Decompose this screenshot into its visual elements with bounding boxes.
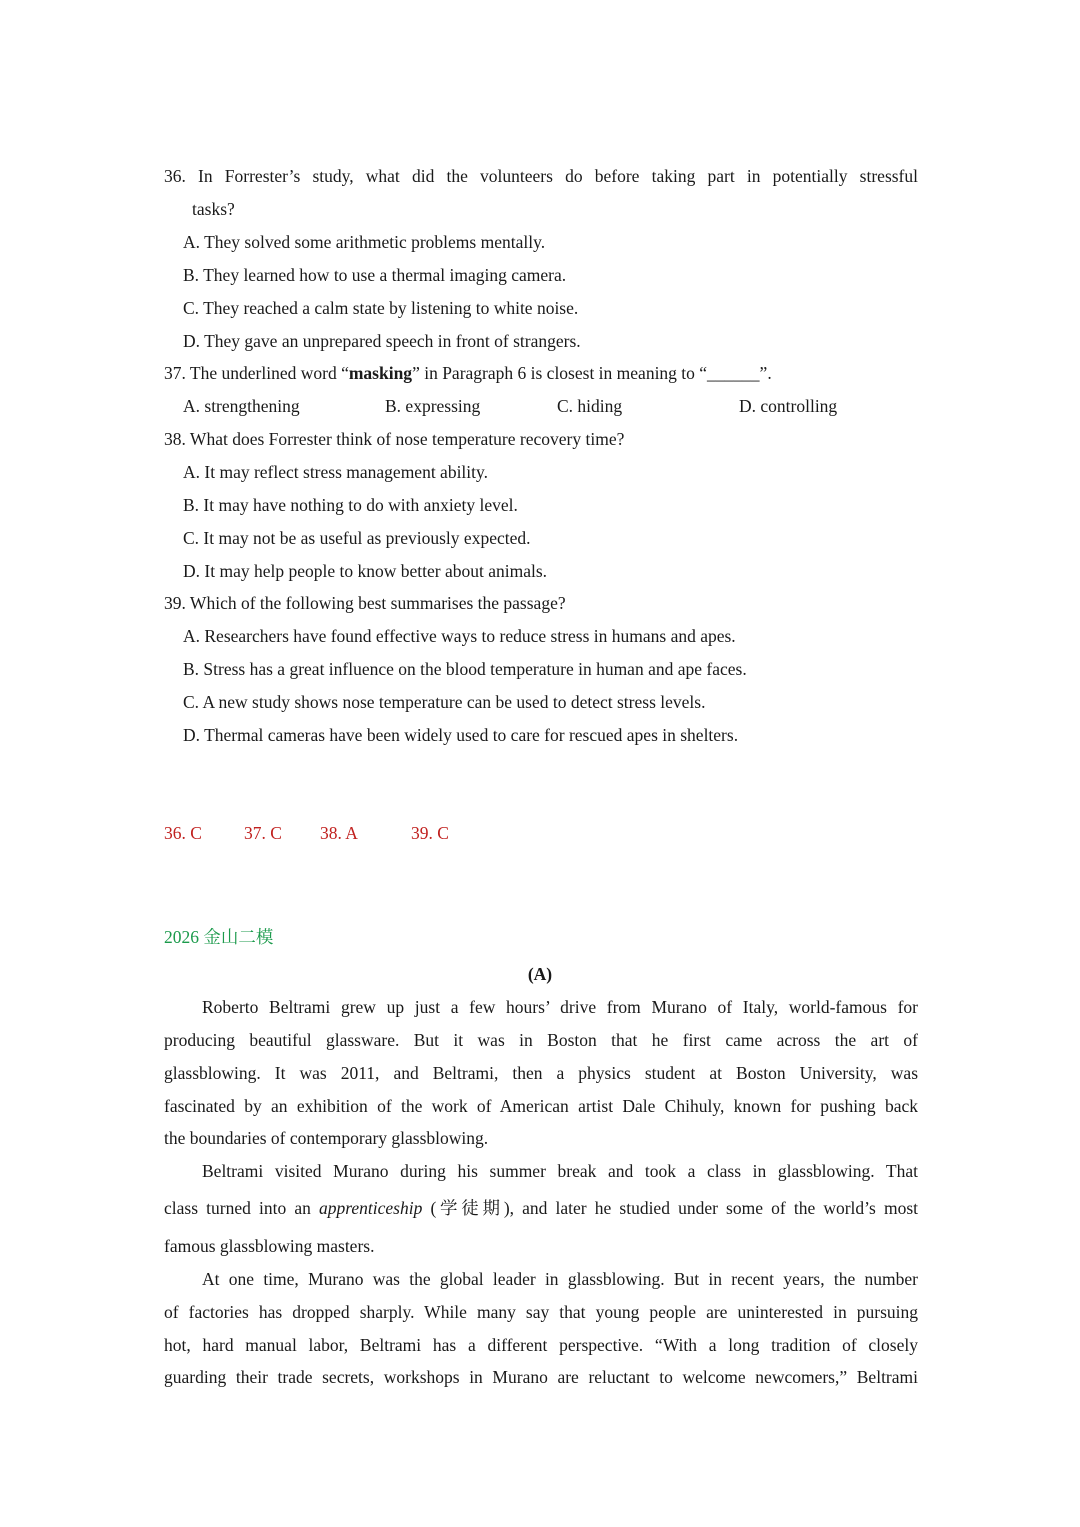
q38-option-a: A. It may reflect stress management ability. — [183, 462, 489, 482]
q38-option-c: C. It may not be as useful as previously expected. — [183, 528, 531, 548]
passage-heading: (A) — [527, 964, 553, 984]
q37-stem-word: masking — [348, 363, 413, 383]
q36-option-a: A. They solved some arithmetic problems mentally. — [183, 232, 546, 252]
q39-option-b: B. Stress has a great influence on the blood temperature in human and ape faces. — [183, 659, 747, 679]
passage-p1-line1: Roberto Beltrami grew up just a few hours’ drive from Murano of Italy, world-famous for — [202, 997, 918, 1017]
passage-p3-line3: hot, hard manual labor, Beltrami has a different perspective. “With a long tradition of closely — [164, 1335, 918, 1355]
passage-p2-line1: Beltrami visited Murano during his summer break and took a class in glassblowing. That — [202, 1161, 918, 1181]
q38-option-b: B. It may have nothing to do with anxiety level. — [183, 495, 518, 515]
q39-option-a: A. Researchers have found effective ways to reduce stress in humans and apes. — [183, 626, 736, 646]
passage-p1-line5: the boundaries of contemporary glassblowing. — [164, 1128, 489, 1148]
answer-37: 37. C — [244, 823, 282, 843]
q37-stem-pre: 37. The underlined word “ — [164, 363, 349, 383]
q37-stem-post: ” in Paragraph 6 is closest in meaning to “______”. — [412, 363, 772, 383]
q36-option-c: C. They reached a calm state by listening to white noise. — [183, 298, 579, 318]
q39-option-d: D. Thermal cameras have been widely used to care for rescued apes in shelters. — [183, 725, 739, 745]
passage-p3-line1: At one time, Murano was the global leader in glassblowing. But in recent years, the number — [202, 1269, 918, 1289]
q39-stem: 39. Which of the following best summarises the passage? — [164, 593, 566, 613]
q37-option-d: D. controlling — [739, 396, 838, 416]
passage-p1-line3: glassblowing. It was 2011, and Beltrami, then a physics student at Boston University, was — [164, 1063, 918, 1083]
q38-stem: 38. What does Forrester think of nose temperature recovery time? — [164, 429, 625, 449]
passage-p2-line2-pre: class turned into an — [164, 1198, 319, 1218]
passage-p3-line2: of factories has dropped sharply. While many say that young people are uninterested in pursuing — [164, 1302, 918, 1322]
q37-option-a: A. strengthening — [183, 396, 300, 416]
q37-stem — [164, 362, 772, 384]
q39-option-c: C. A new study shows nose temperature can be used to detect stress levels. — [183, 692, 706, 712]
passage-p2-line3: famous glassblowing masters. — [164, 1236, 375, 1256]
section-source: 2026 金山二模 — [164, 927, 274, 947]
passage-p1-line2: producing beautiful glassware. But it was in Boston that he first came across the art of — [164, 1030, 918, 1050]
q38-option-d: D. It may help people to know better about animals. — [183, 561, 548, 581]
passage-p2-line2-post: (学徒期), and later he studied under some of the world’s most — [422, 1198, 918, 1218]
passage-p2-line2 — [164, 1197, 918, 1219]
passage-p1-line4: fascinated by an exhibition of the work of American artist Dale Chihuly, known for pushing back — [164, 1096, 918, 1116]
passage-p3-line4: guarding their trade secrets, workshops in Murano are reluctant to welcome newcomers,” Beltrami — [164, 1367, 918, 1387]
q37-option-b: B. expressing — [385, 396, 481, 416]
answer-36: 36. C — [164, 823, 202, 843]
q37-option-c: C. hiding — [557, 396, 623, 416]
answer-39: 39. C — [411, 823, 449, 843]
answer-38: 38. A — [320, 823, 358, 843]
q36-option-b: B. They learned how to use a thermal imaging camera. — [183, 265, 567, 285]
passage-p2-italic-word: apprenticeship — [318, 1198, 423, 1218]
q36-stem-cont: tasks? — [192, 199, 235, 219]
q36-option-d: D. They gave an unprepared speech in front of strangers. — [183, 331, 581, 351]
q36-stem: 36. In Forrester’s study, what did the volunteers do before taking part in potentially stressful — [164, 166, 918, 186]
